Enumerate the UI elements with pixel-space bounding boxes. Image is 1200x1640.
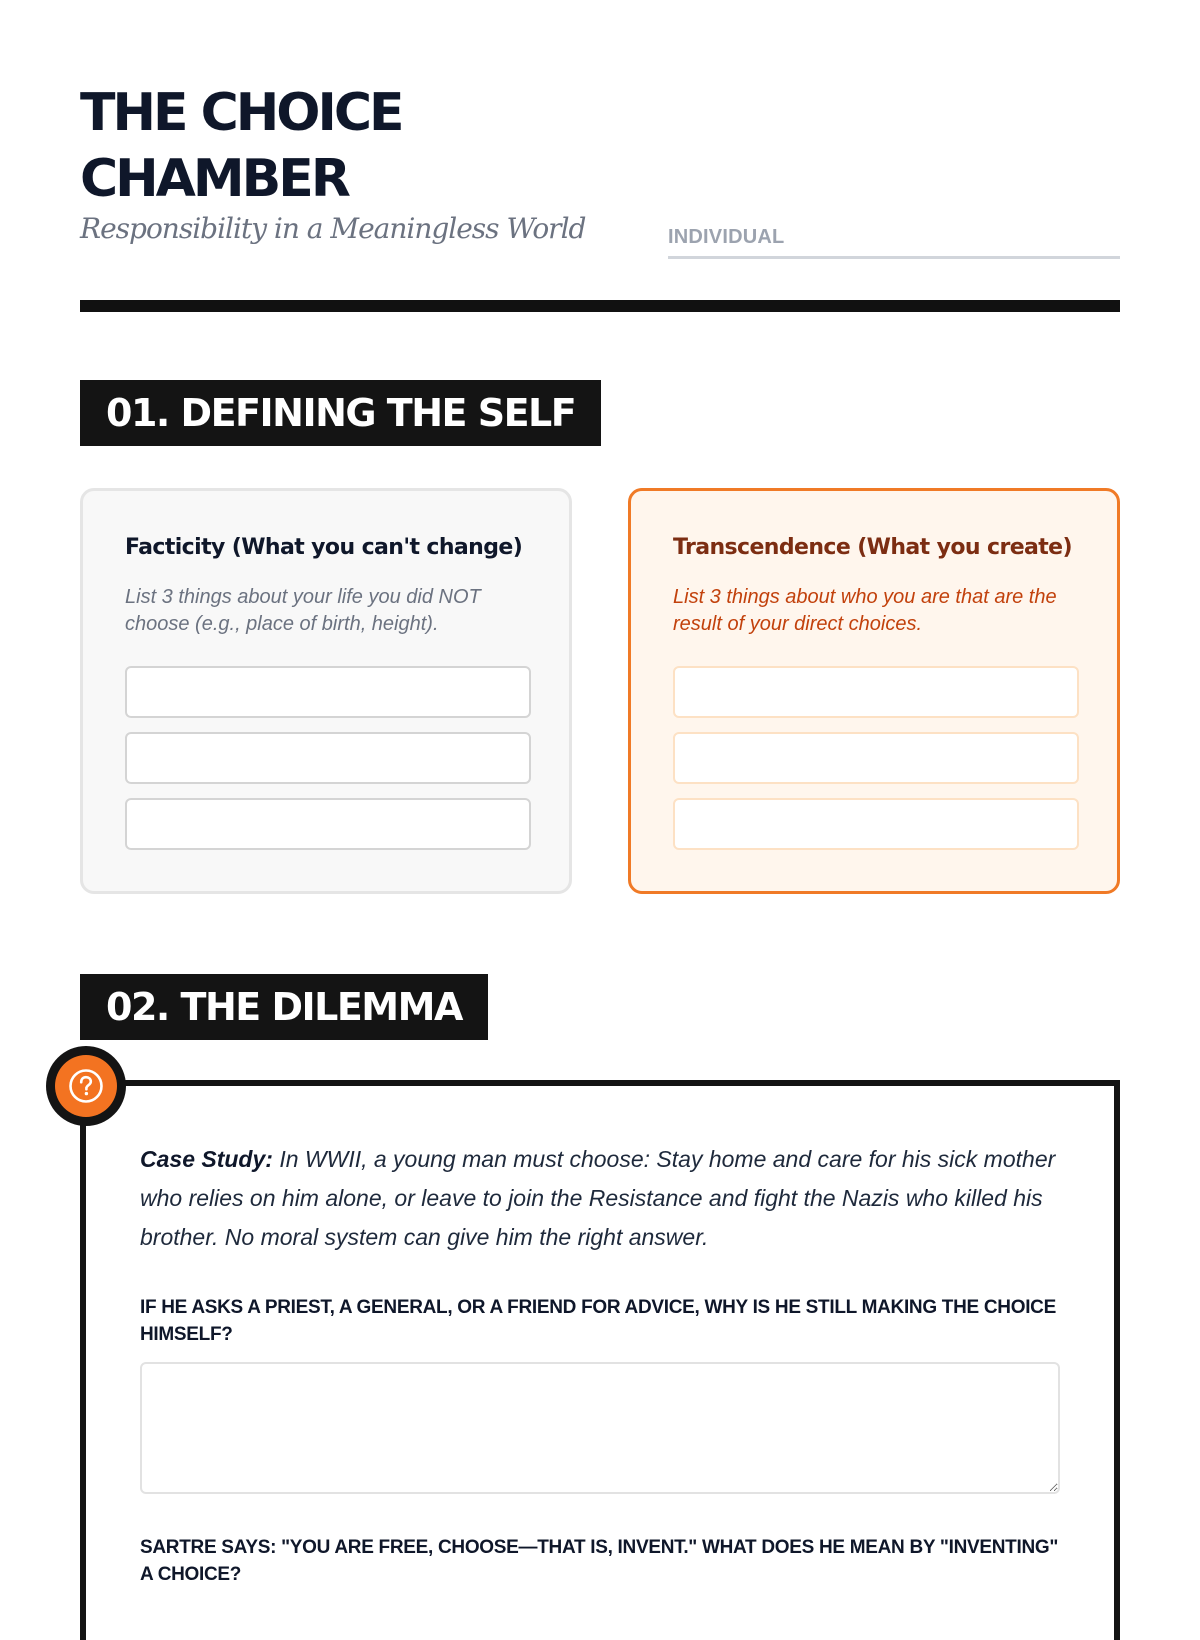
case-study-label: Case Study: (140, 1146, 273, 1172)
transcendence-card (628, 488, 1120, 894)
case-study-body: In WWII, a young man must choose: Stay home and care for his sick mother who relies on him alone, or leave to join the Resistance and fight the Nazis who killed his brother. No moral system can give him the right answer. (140, 1146, 1056, 1250)
transcendence-input-2[interactable] (673, 732, 1079, 784)
question-inventing: SARTRE SAYS: "YOU ARE FREE, CHOOSE—THAT IS, INVENT." WHAT DOES HE MEAN BY "INVENTING" A CHOICE? (140, 1537, 1059, 1585)
transcendence-input-1[interactable] (673, 666, 1079, 718)
transcendence-input-3[interactable] (673, 798, 1079, 850)
case-study-text (140, 1140, 1070, 1257)
page-title: THE CHOICE CHAMBER (80, 83, 402, 209)
transcendence-description: List 3 things about who you are that are the result of your direct choices. (673, 586, 1057, 635)
facticity-card (80, 488, 572, 894)
page-subtitle: Responsibility in a Meaningless World (80, 212, 586, 245)
facticity-input-1[interactable] (125, 666, 531, 718)
question-circle-icon (55, 1055, 117, 1117)
individual-name-field[interactable] (668, 222, 1120, 259)
question-advice: IF HE ASKS A PRIEST, A GENERAL, OR A FRIEND FOR ADVICE, WHY IS HE STILL MAKING THE CHOICE HIMSELF? (140, 1297, 1056, 1345)
facticity-input-3[interactable] (125, 798, 531, 850)
section-heading-defining-self: 01. DEFINING THE SELF (80, 380, 601, 446)
facticity-title: Facticity (What you can't change) (125, 535, 523, 560)
facticity-input-2[interactable] (125, 732, 531, 784)
answer-advice-textarea[interactable] (140, 1362, 1060, 1494)
individual-label: INDIVIDUAL (668, 226, 785, 248)
transcendence-title: Transcendence (What you create) (673, 535, 1072, 560)
section-heading-dilemma: 02. THE DILEMMA (80, 974, 488, 1040)
facticity-description: List 3 things about your life you did NOT choose (e.g., place of birth, height). (125, 586, 481, 635)
header-divider (80, 300, 1120, 312)
dilemma-badge (46, 1046, 126, 1126)
